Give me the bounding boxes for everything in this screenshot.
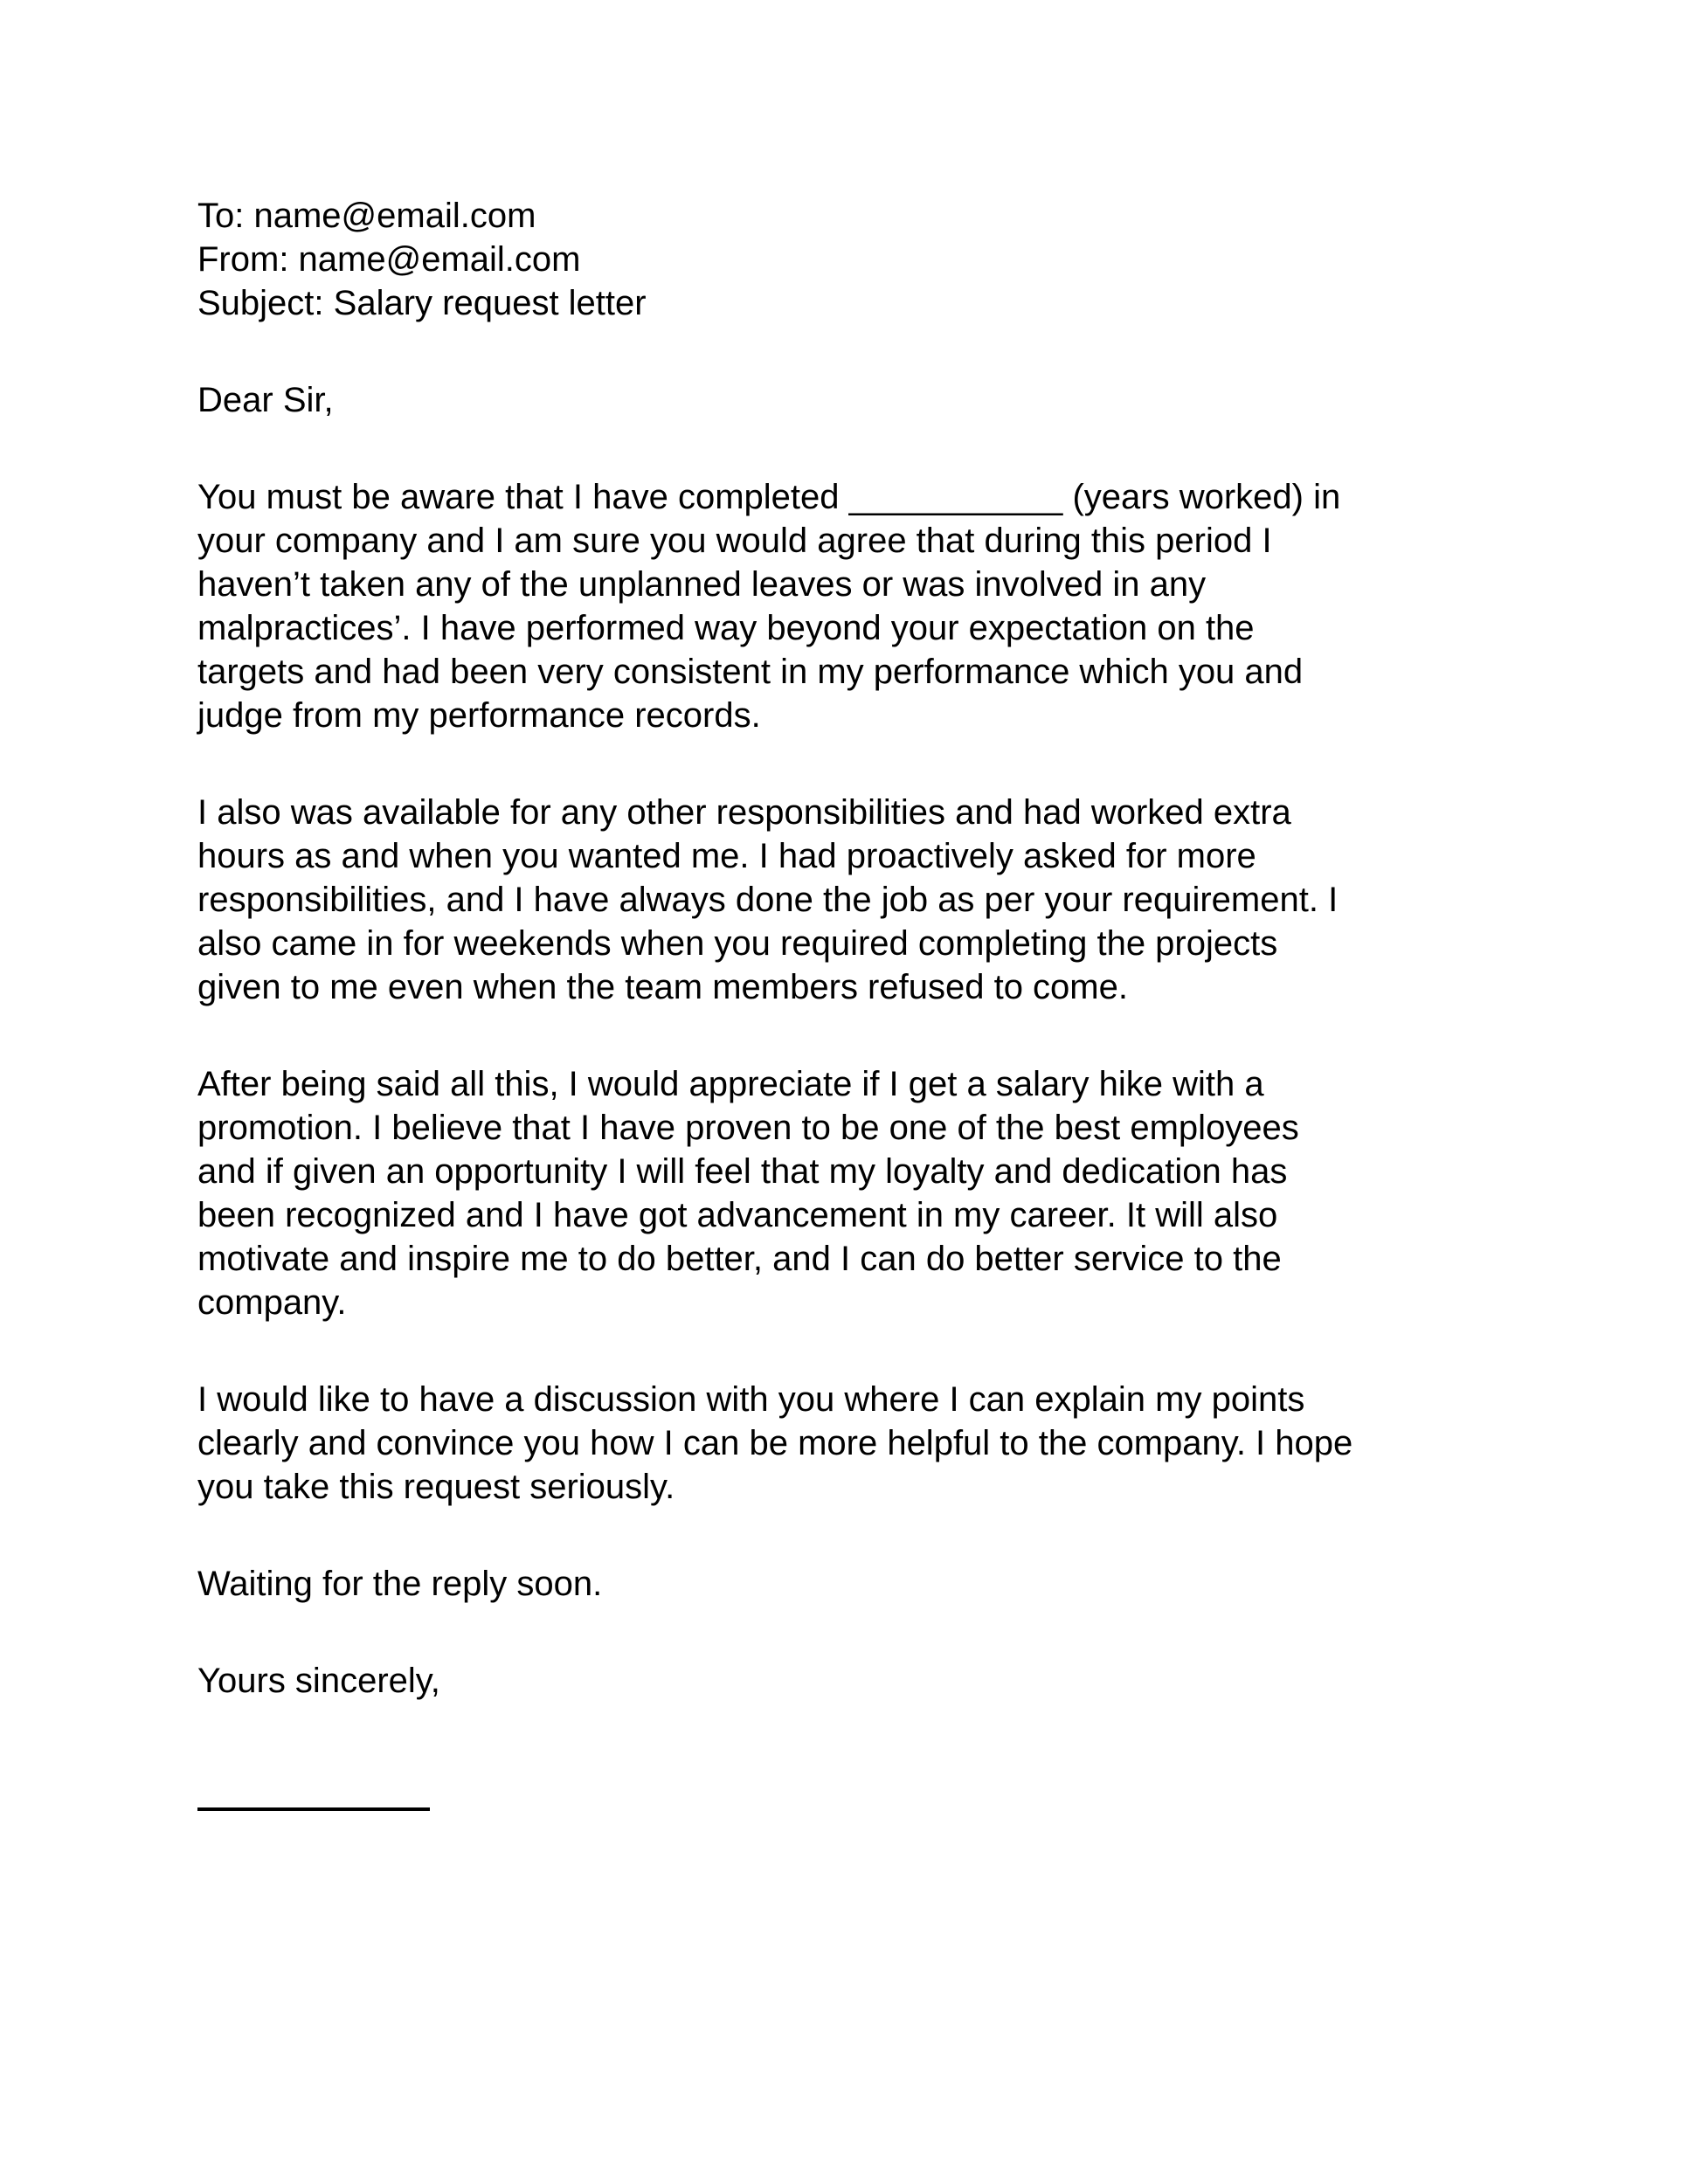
closing-note-text: Waiting for the reply soon.	[197, 1565, 603, 1603]
paragraph-line: I would like to have a discussion with you where I can explain my points	[197, 1380, 1305, 1419]
from-line: From: name@email.com	[197, 240, 581, 279]
paragraph-line: malpractices’. I have performed way beyond your expectation on the	[197, 609, 1255, 647]
paragraph-line: hours as and when you wanted me. I had proactively asked for more	[197, 837, 1256, 875]
salutation	[197, 378, 1508, 422]
signature-line	[197, 1807, 430, 1811]
paragraph-line: motivate and inspire me to do better, and I can do better service to the	[197, 1240, 1282, 1278]
subject-line: Subject: Salary request letter	[197, 284, 647, 322]
paragraph-line: also came in for weekends when you required completing the projects	[197, 924, 1278, 963]
closing-note	[197, 1562, 1508, 1606]
letter-body	[197, 194, 1508, 1811]
salutation-text: Dear Sir,	[197, 381, 334, 419]
to-line: To: name@email.com	[197, 197, 536, 235]
paragraph-line: After being said all this, I would appreciate if I get a salary hike with a	[197, 1065, 1264, 1103]
paragraph-line: given to me even when the team members refused to come.	[197, 968, 1128, 1006]
paragraph-line: company.	[197, 1283, 347, 1322]
paragraph-line: been recognized and I have got advancement in my career. It will also	[197, 1196, 1278, 1234]
paragraph-line: promotion. I believe that I have proven to be one of the best employees	[197, 1109, 1299, 1147]
valediction	[197, 1659, 1508, 1703]
paragraph-line: responsibilities, and I have always done the job as per your requirement. I	[197, 881, 1339, 919]
paragraph-line: judge from my performance records.	[197, 696, 761, 735]
paragraph-3	[197, 1062, 1508, 1324]
paragraph-line: I also was available for any other responsibilities and had worked extra	[197, 793, 1291, 832]
paragraph-line: You must be aware that I have completed ___________ (years worked) in	[197, 478, 1341, 516]
paragraph-line: clearly and convince you how I can be more helpful to the company. I hope	[197, 1424, 1353, 1462]
email-header	[197, 194, 1508, 325]
paragraph-2	[197, 791, 1508, 1009]
paragraph-4	[197, 1378, 1508, 1509]
paragraph-line: you take this request seriously.	[197, 1468, 675, 1506]
valediction-text: Yours sincerely,	[197, 1662, 440, 1700]
paragraph-1	[197, 475, 1508, 737]
paragraph-line: targets and had been very consistent in my performance which you and	[197, 653, 1304, 691]
paragraph-line: and if given an opportunity I will feel that my loyalty and dedication has	[197, 1152, 1288, 1191]
paragraph-line: haven’t taken any of the unplanned leaves or was involved in any	[197, 565, 1207, 604]
paragraph-line: your company and I am sure you would agree that during this period I	[197, 522, 1272, 560]
